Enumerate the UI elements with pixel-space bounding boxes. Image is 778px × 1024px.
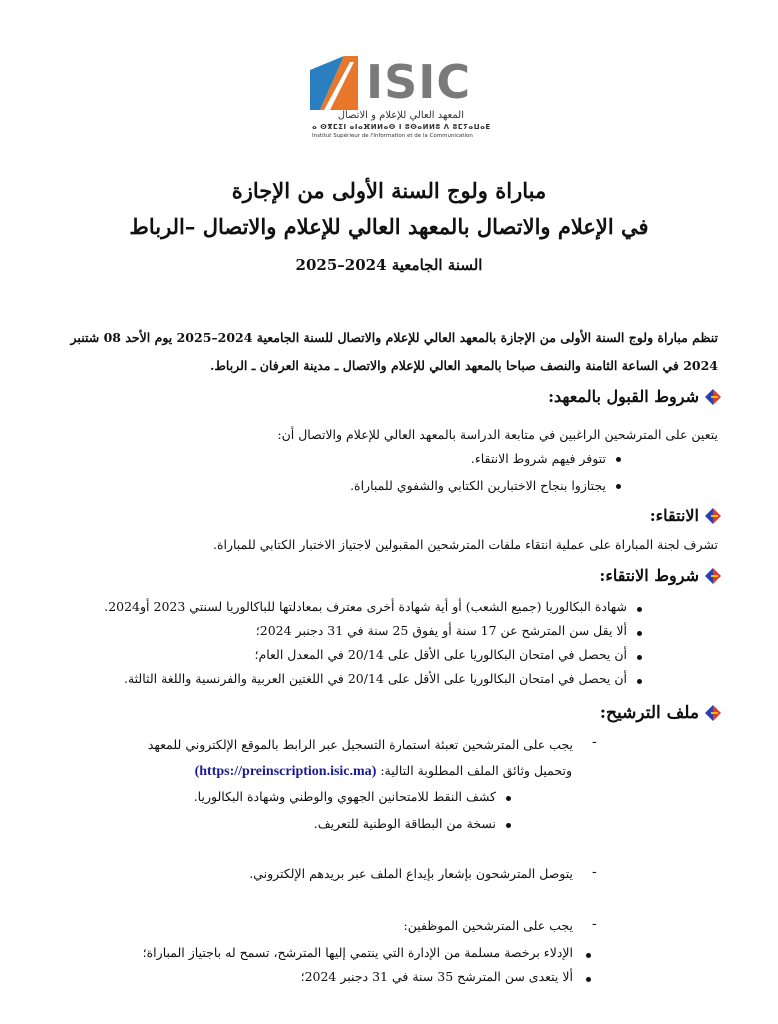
admission-intro: يتعين على المترشحين الراغبين في متابعة الدراسة بالمعهد العالي للإعلام والاتصال أن: — [277, 427, 718, 442]
arrow-bullet-icon — [705, 508, 721, 524]
isic-logo-arabic: المعهد العالي للإعلام و الاتصال — [337, 110, 464, 121]
application-heading — [600, 703, 721, 723]
application-item-2: يتوصل المترشحون بإشعار بإيداع الملف عبر بريدهم الإلكتروني. — [249, 866, 573, 881]
application-item-1-line-1: يجب على المترشحين تعبئة استمارة التسجيل عبر الرابط بالموقع الإلكتروني للمعهد — [147, 737, 573, 752]
arrow-bullet-icon — [705, 568, 721, 584]
selection-condition-item: شهادة البكالوريا (جميع الشعب) أو أية شهادة أخرى معترف بمعادلتها للباكالوريا لسنتي 2023 أو2024. — [104, 599, 627, 614]
bullet-dot — [637, 655, 642, 660]
isic-logo-amazigh: ⴰ ⵙⴳⵎⵉⵏ ⴰⵏⴰⴼⵍⵍⴰⵙ ⵏ ⵓⵙⴰⵍⵍⵓ ⴷ ⵓⵎⵢⴰⵡⴰⴹ — [312, 123, 491, 131]
admission-heading-text: شروط القبول بالمعهد: — [548, 387, 699, 406]
selection-heading-text: الانتقاء: — [649, 506, 699, 525]
preinscription-link[interactable]: (https://preinscription.isic.ma) — [194, 764, 377, 779]
selection-condition-item: ألا يقل سن المترشح عن 17 سنة أو يفوق 25 سنة في 31 دجنبر 2024؛ — [255, 623, 627, 638]
bullet-dot — [586, 953, 591, 958]
selection-condition-item: أن يحصل في امتحان البكالوريا على الأقل على 20/14 في المعدل العام؛ — [254, 647, 627, 662]
dash-marker: - — [592, 916, 597, 932]
title-line-2: في الإعلام والاتصال بالمعهد العالي للإعلام والاتصال –الرباط — [129, 214, 649, 239]
employee-item: ألا يتعدى سن المترشح 35 سنة في 31 دجنبر 2024؛ — [300, 969, 573, 984]
intro-line-1: تنظم مباراة ولوج السنة الأولى من الإجازة بالمعهد العالي للإعلام والاتصال للسنة الجامعية 2024–2025 يوم الأحد 08 شتنبر — [70, 330, 718, 345]
admission-item: يجتازوا بنجاح الاختبارين الكتابي والشفوي للمباراة. — [350, 478, 606, 493]
application-doc-item: كشف النقط للامتحانين الجهوي والوطني وشهادة البكالوريا. — [193, 789, 496, 804]
bullet-dot — [637, 631, 642, 636]
selection-conditions-heading-text: شروط الانتقاء: — [599, 566, 699, 585]
admission-heading — [548, 387, 721, 406]
selection-condition-item: أن يحصل في امتحان البكالوريا على الأقل على 20/14 في اللغتين العربية والفرنسية واللغة الثالثة. — [123, 671, 627, 686]
isic-logo-mark-icon — [310, 56, 358, 110]
title-line-1: مباراة ولوج السنة الأولى من الإجازة — [231, 178, 547, 203]
application-item-3: يجب على المترشحين الموظفين: — [403, 918, 573, 933]
academic-year: السنة الجامعية 2024–2025 — [295, 256, 483, 274]
isic-logo-french: Institut Supérieur de l'Information et de la Communication — [312, 133, 473, 139]
intro-line-2: 2024 في الساعة الثامنة والنصف صباحا بالمعهد العالي للإعلام والاتصال ـ مدينة العرفان ـ الرباط. — [209, 358, 718, 373]
selection-heading — [650, 506, 721, 525]
application-item-1-line-2-text: وتحميل وثائق الملف المطلوبة التالية: — [380, 763, 572, 778]
bullet-dot — [506, 796, 511, 801]
admission-item: تتوفر فيهم شروط الانتقاء. — [470, 451, 606, 466]
employee-item: الإدلاء برخصة مسلمة من الإدارة التي ينتمي إليها المترشح، تسمح له باجتياز المباراة؛ — [142, 945, 573, 960]
arrow-bullet-icon — [705, 705, 721, 721]
bullet-dot — [506, 823, 511, 828]
bullet-dot — [637, 607, 642, 612]
isic-logo-word: ISIC — [366, 55, 472, 109]
bullet-dot — [586, 977, 591, 982]
application-item-1-line-2 — [195, 763, 572, 780]
dash-marker: - — [592, 734, 597, 750]
bullet-dot — [616, 457, 621, 462]
selection-text: تشرف لجنة المباراة على عملية انتقاء ملفات المترشحين المقبولين لاجتياز الاختبار الكتابي للمباراة. — [212, 537, 718, 552]
bullet-dot — [637, 679, 642, 684]
application-doc-item: نسخة من البطاقة الوطنية للتعريف. — [313, 816, 496, 831]
bullet-dot — [616, 484, 621, 489]
selection-conditions-heading — [599, 566, 721, 585]
arrow-bullet-icon — [705, 389, 721, 405]
isic-logo — [310, 52, 491, 144]
dash-marker: - — [592, 864, 597, 880]
application-heading-text: ملف الترشيح: — [599, 703, 699, 723]
